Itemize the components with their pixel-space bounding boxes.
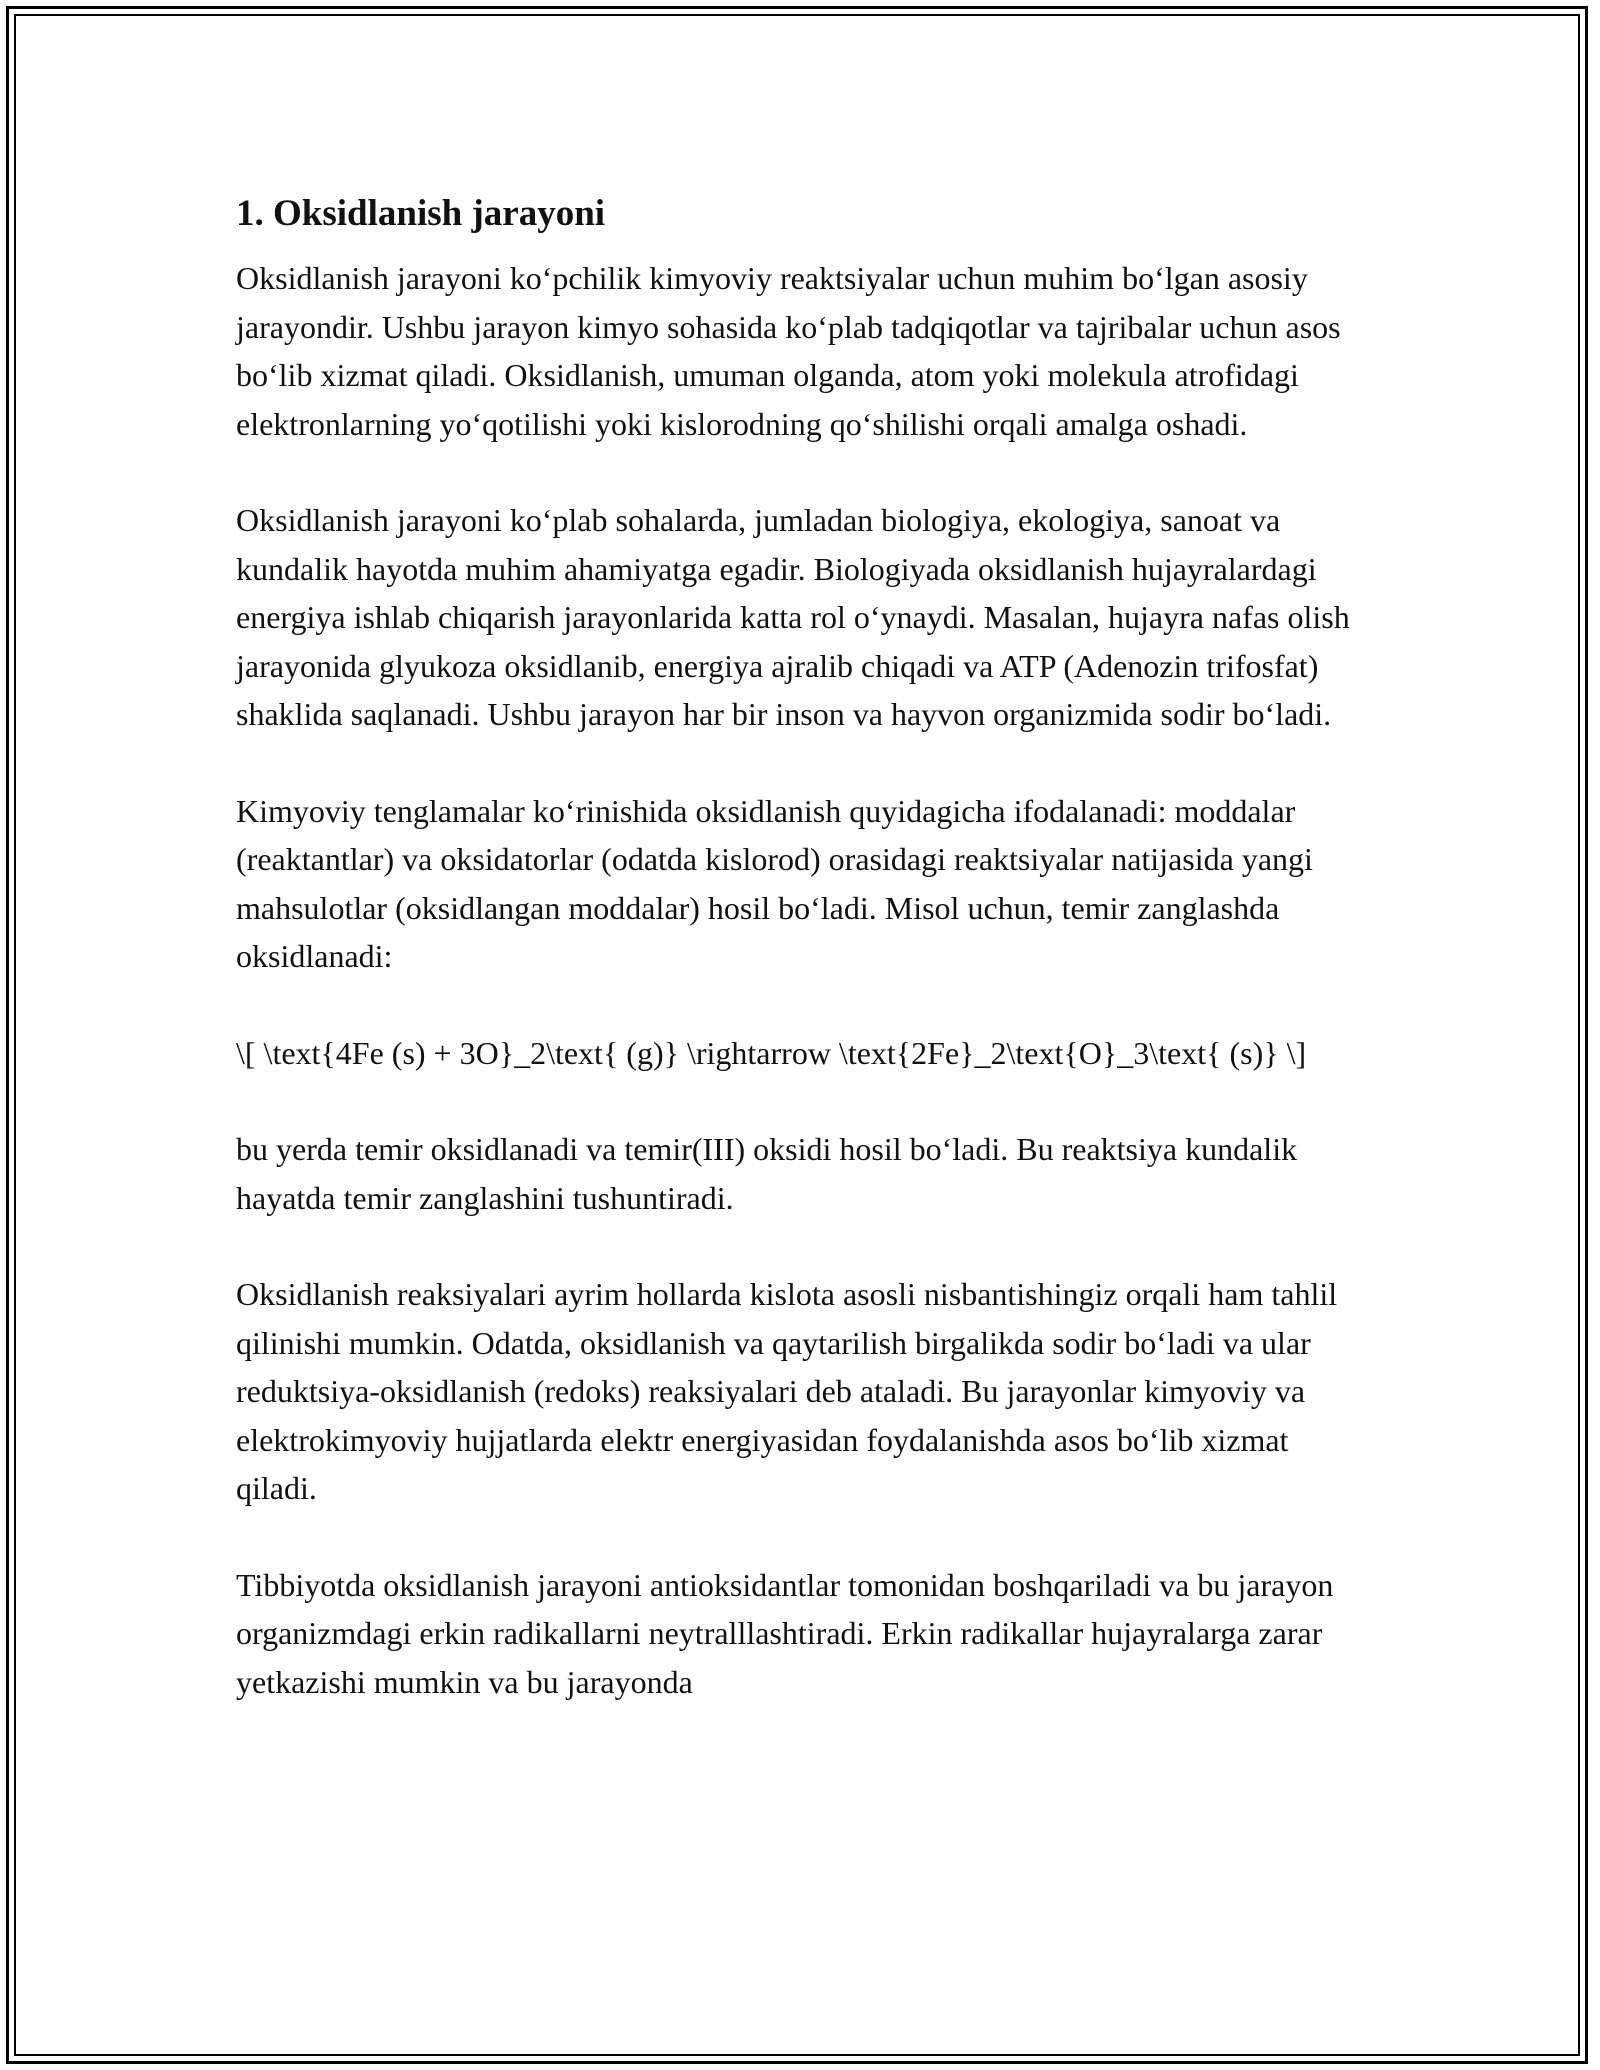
paragraph-equations: Kimyoviy tenglamalar ko‘rinishida oksidlanish quyidagicha ifodalanadi: moddalar (reaktantlar) va oksidatorlar (odatda kislorod) orasidagi reaktsiyalar natijasida yangi mahsulotlar (oksidlangan moddalar) hosil bo‘ladi. Misol uchun, temir zanglashda oksidlanadi: — [236, 792, 1313, 974]
paragraph-biology: Oksidlanish jarayoni ko‘plab sohalarda, jumladan biologiya, ekologiya, sanoat va kundalik hayotda muhim ahamiyatga egadir. Biologiyada oksidlanish hujayralardagi energiya ishlab chiqarish jarayonlarida katta rol o‘ynaydi. Masalan, hujayra nafas olish jarayonida glyukoza oksidlanib, energiya ajralib chiqadi va ATP (Adenozin trifosfat) shaklida saqlanadi. Ushbu jarayon har bir inson va hayvon organizmida sodir bo‘ladi. — [236, 502, 1350, 732]
document-body — [236, 188, 1376, 1754]
paragraph-intro: Oksidlanish jarayoni ko‘pchilik kimyoviy reaktsiyalar uchun muhim bo‘lgan asosiy jarayondir. Ushbu jarayon kimyo sohasida ko‘plab tadqiqotlar va tajribalar uchun asos bo‘lib xizmat qiladi. Oksidlanish, umuman olganda, atom yoki molekula atrofidagi elektronlarning yo‘qotilishi yoki kislorodning qo‘shilishi orqali amalga oshadi. — [236, 260, 1341, 442]
paragraph-redox: Oksidlanish reaksiyalari ayrim hollarda kislota asosli nisbantishingiz orqali ham tahlil qilinishi mumkin. Odatda, oksidlanish va qaytarilish birgalikda sodir bo‘ladi va ular reduktsiya-oksidlanish (redoks) reaksiyalari deb ataladi. Bu jarayonlar kimyoviy va elektrokimyoviy hujjatlarda elektr energiyasidan foydalanishda asos bo‘lib xizmat qiladi. — [236, 1276, 1338, 1506]
paragraph-iron-explanation: bu yerda temir oksidlanadi va temir(III) oksidi hosil bo‘ladi. Bu reaktsiya kundalik hayatda temir zanglashini tushuntiradi. — [236, 1131, 1298, 1216]
equation-iron-rust: \[ \text{4Fe (s) + 3O}_2\text{ (g)} \rightarrow \text{2Fe}_2\text{O}_3\text{ (s)} \] — [236, 1034, 1307, 1071]
section-heading: 1. Oksidlanish jarayoni — [236, 193, 606, 234]
paragraph-medicine: Tibbiyotda oksidlanish jarayoni antioksidantlar tomonidan boshqariladi va bu jarayon organizmdagi erkin radikallarni neytralllashtiradi. Erkin radikallar hujayralarga zarar yetkazishi mumkin va bu jarayonda — [236, 1566, 1334, 1700]
